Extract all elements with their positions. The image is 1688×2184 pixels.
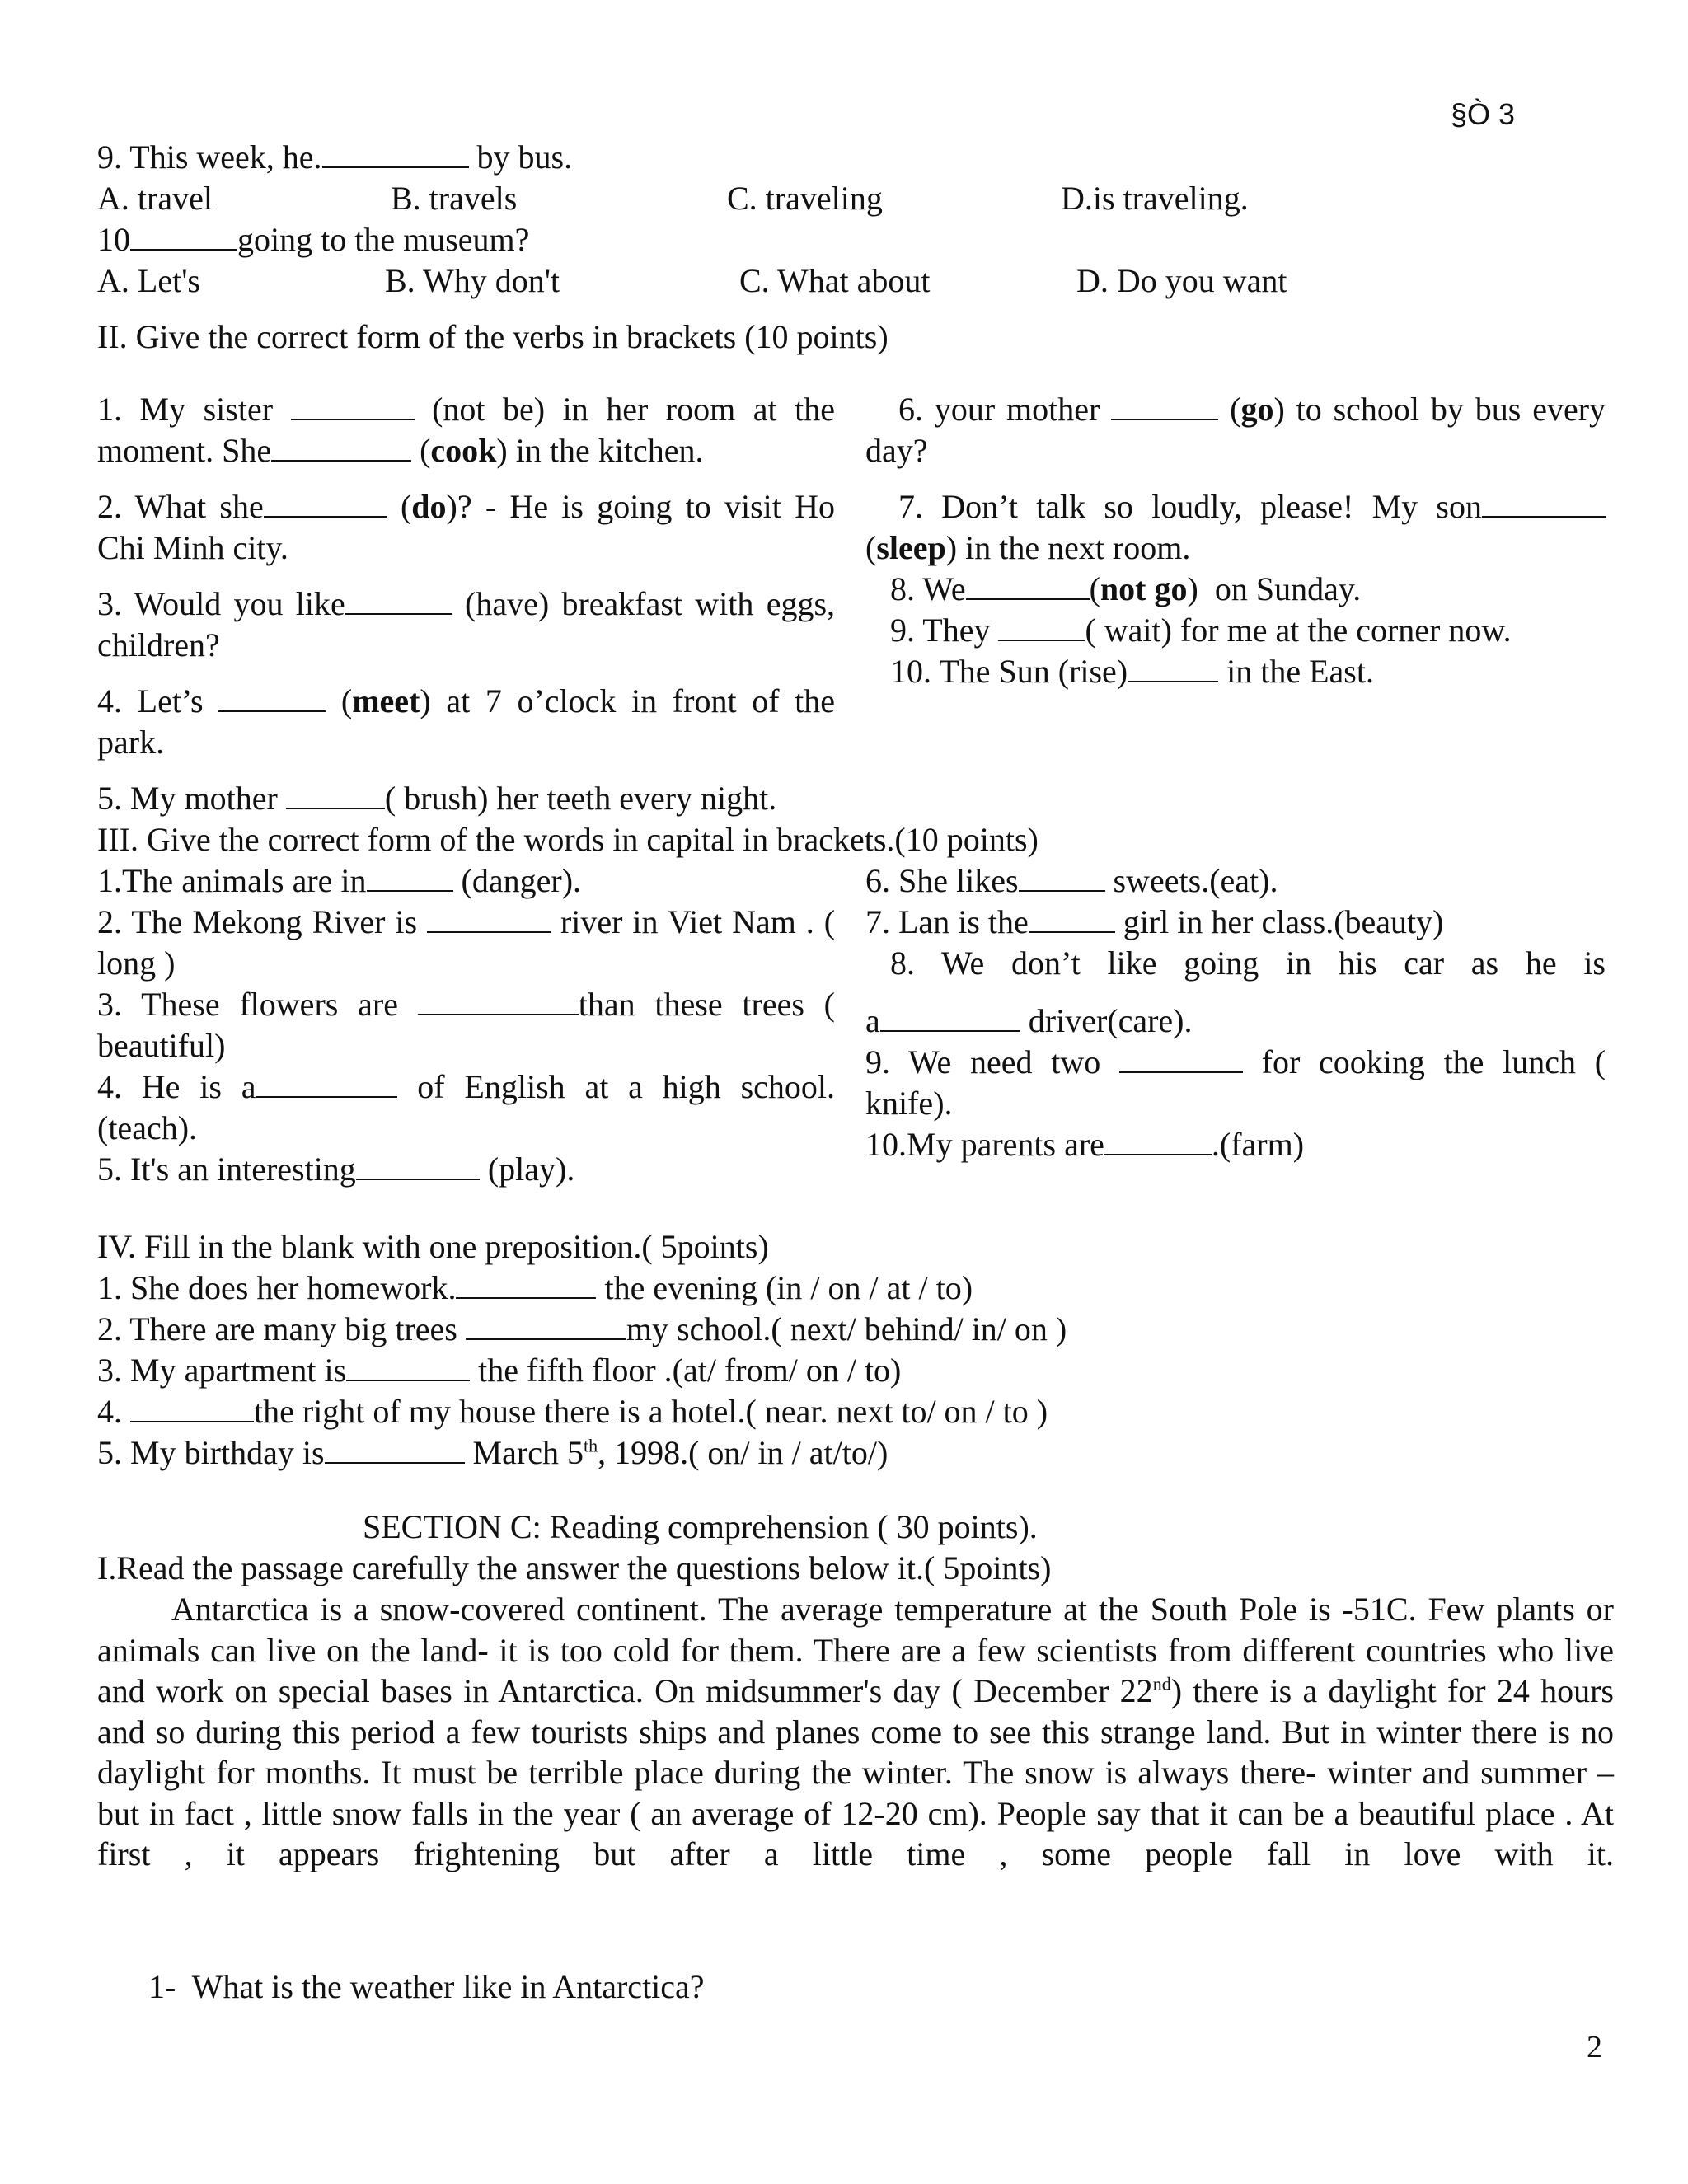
- part3-item-7: 7. Lan is the girl in her class.(beauty): [865, 903, 1444, 940]
- part2-item-8: 8. We (not go) on Sunday.: [890, 570, 1362, 607]
- part3-title: III. Give the correct form of the words in capital in brackets.(10 points): [97, 821, 1039, 858]
- exam-code: §Ò 3: [1451, 97, 1516, 131]
- reading-question-1: 1- What is the weather like in Antarctica?: [148, 1968, 705, 2005]
- reading-part1-title: I.Read the passage carefully the answer the questions below it.( 5points): [97, 1549, 1052, 1586]
- q10-option-c: C. What about: [739, 262, 931, 299]
- part2-item-5: 5. My mother ( brush) her teeth every night.: [97, 780, 777, 817]
- q10-option-d: D. Do you want: [1076, 262, 1287, 299]
- q10-option-a: A. Let's: [97, 262, 200, 299]
- section-c-title: SECTION C: Reading comprehension ( 30 points).: [363, 1508, 1038, 1545]
- q9-stem: 9. This week, he. by bus.: [97, 138, 573, 176]
- part2-item-1: 1. My sister (not be) in her room at the moment. She (cook) in the kitchen.: [97, 391, 836, 469]
- part3-item-5: 5. It's an interesting (play).: [97, 1151, 575, 1188]
- part3-item-9: 9. We need two for cooking the lunch ( knife).: [865, 1043, 1606, 1122]
- part3-item-8-line1: 8. We don’t like going in his car as he is: [890, 944, 1606, 982]
- part3-item-3: 3. These flowers are than these trees ( beautiful): [97, 986, 836, 1064]
- q10-option-b: B. Why don't: [385, 262, 560, 299]
- part3-item-1: 1.The animals are in (danger).: [97, 862, 582, 899]
- reading-passage: Antarctica is a snow-covered continent. The average temperature at the South Pole is -51C. Few plants or animals can live on the land- it is too cold for them. There are a few scientists from different countries who live and work on special bases in Antarctica. On midsummer's day ( December 22nd) there is a daylight for 24 hours and so during this period a few tourists ships and planes come to see this strange land. But in winter there is no daylight for months. It must be terrible place during the winter. The snow is always there- winter and summer – but in fact , little snow falls in the year ( an average of 12-20 cm). People say that it can be a beautiful place . At first , it appears frightening but after a little time , some people fall in love with it.: [97, 1591, 1614, 1872]
- q9-option-a: A. travel: [97, 180, 213, 217]
- part4-item-5: 5. My birthday is March 5th, 1998.( on/ in / at/to/): [97, 1434, 889, 1471]
- q10-stem: 10 going to the museum?: [97, 221, 530, 258]
- part2-item-6: 6. your mother (go) to school by bus every day?: [865, 391, 1606, 469]
- part3-item-10: 10.My parents are .(farm): [865, 1126, 1305, 1163]
- part4-item-1: 1. She does her homework. the evening (in / on / at / to): [97, 1269, 973, 1306]
- q9-option-c: C. traveling: [727, 180, 883, 217]
- part3-item-2: 2. The Mekong River is river in Viet Nam . ( long ): [97, 903, 836, 982]
- part4-item-2: 2. There are many big trees my school.( next/ behind/ in/ on ): [97, 1310, 1067, 1347]
- part2-item-3: 3. Would you like (have) breakfast with eggs, children?: [97, 585, 836, 663]
- part2-item-2: 2. What she (do)? - He is going to visit Ho Chi Minh city.: [97, 488, 836, 566]
- q9-option-b: B. travels: [391, 180, 518, 217]
- part2-item-9: 9. They ( wait) for me at the corner now.: [890, 612, 1512, 649]
- part2-item-7: 7. Don’t talk so loudly, please! My son(sleep) in the next room.: [865, 486, 1606, 569]
- part2-item-10: 10. The Sun (rise) in the East.: [890, 653, 1374, 690]
- part2-item-4: 4. Let’s (meet) at 7 o’clock in front of the park.: [97, 682, 836, 761]
- q9-option-d: D.is traveling.: [1061, 180, 1249, 217]
- part2-title: II. Give the correct form of the verbs in brackets (10 points): [97, 318, 889, 355]
- part4-item-4: 4. the right of my house there is a hotel.( near. next to/ on / to ): [97, 1393, 1048, 1430]
- part3-item-4: 4. He is a of English at a high school. (teach).: [97, 1068, 836, 1146]
- part4-item-3: 3. My apartment is the fifth floor .(at/ from/ on / to): [97, 1352, 902, 1389]
- part3-item-6: 6. She likes sweets.(eat).: [865, 862, 1278, 899]
- page-number: 2: [1587, 2030, 1602, 2064]
- part3-item-8-line2: a driver(care).: [865, 1002, 1193, 1039]
- part4-title: IV. Fill in the blank with one preposition.( 5points): [97, 1228, 769, 1265]
